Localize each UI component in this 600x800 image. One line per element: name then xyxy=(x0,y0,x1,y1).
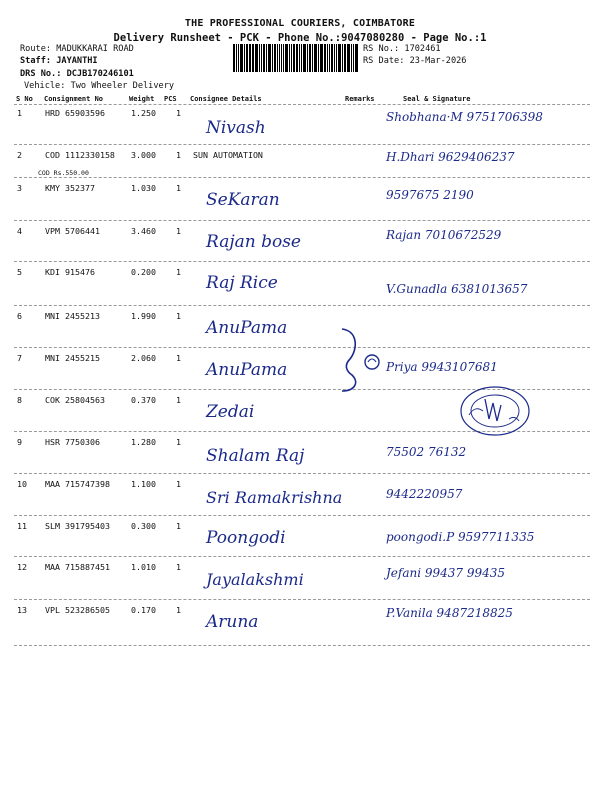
row-pcs: 1 xyxy=(176,395,181,405)
row-signature: 75502 76132 xyxy=(386,445,467,459)
barcode-bar xyxy=(289,44,290,72)
barcode-bar xyxy=(263,44,265,72)
barcode-bar xyxy=(353,44,354,72)
barcode-bar xyxy=(338,44,341,72)
barcode-bar xyxy=(255,44,258,72)
row-pcs: 1 xyxy=(176,479,181,489)
barcode-bar xyxy=(344,44,346,72)
barcode-bar xyxy=(252,44,254,72)
row-divider xyxy=(14,144,590,145)
row-sno: 11 xyxy=(17,521,27,531)
barcode-bar xyxy=(259,44,260,72)
row-consignment-no: VPM 5706441 xyxy=(45,226,100,236)
row-consignment-no: KMY 352377 xyxy=(45,183,95,193)
barcode-bar xyxy=(320,44,323,72)
row-handwritten-consignee: AnuPama xyxy=(206,318,288,338)
row-handwritten-consignee: Aruna xyxy=(206,612,259,632)
company-title: THE PROFESSIONAL COURIERS, COIMBATORE xyxy=(184,18,416,29)
header-divider xyxy=(14,104,590,105)
row-handwritten-consignee: Poongodi xyxy=(206,528,286,548)
row-divider xyxy=(14,556,590,557)
row-sno: 3 xyxy=(17,183,22,193)
bracket-mark xyxy=(336,325,386,395)
barcode-bar xyxy=(291,44,292,72)
barcode-bar xyxy=(324,44,326,72)
barcode-bar xyxy=(249,44,250,72)
barcode-bar xyxy=(272,44,273,72)
row-divider xyxy=(14,220,590,221)
row-signature: Rajan 7010672529 xyxy=(386,228,502,242)
barcode-bar xyxy=(355,44,358,72)
row-signature: Priya 9943107681 xyxy=(386,360,498,374)
row-weight: 1.280 xyxy=(131,437,156,447)
row-signature: 9442220957 xyxy=(386,487,463,501)
row-handwritten-consignee: Jayalakshmi xyxy=(206,570,304,589)
row-cod-amount: COD Rs.550.00 xyxy=(38,169,89,177)
row-consignment-no: HRD 65903596 xyxy=(45,108,105,118)
barcode-bar xyxy=(296,44,298,72)
row-handwritten-consignee: SeKaran xyxy=(206,190,280,210)
barcode-bar xyxy=(301,44,302,72)
row-weight: 3.000 xyxy=(131,150,156,160)
row-signature: P.Vanila 9487218825 xyxy=(386,606,513,620)
staff-label: Staff: JAYANTHI xyxy=(20,56,98,66)
row-handwritten-consignee: Rajan bose xyxy=(206,232,301,252)
barcode-bar xyxy=(268,44,271,72)
barcode-bar xyxy=(261,44,262,72)
route-label: Route: MADUKKARAI ROAD xyxy=(20,44,134,54)
row-weight: 2.060 xyxy=(131,353,156,363)
row-handwritten-consignee: Sri Ramakrishna xyxy=(206,488,343,507)
barcode-bar xyxy=(348,44,350,72)
row-signature: V.Gunadla 6381013657 xyxy=(386,282,528,296)
row-weight: 0.370 xyxy=(131,395,156,405)
row-weight: 0.300 xyxy=(131,521,156,531)
row-sno: 2 xyxy=(17,150,22,160)
row-consignment-no: HSR 7750306 xyxy=(45,437,100,447)
barcode-bar xyxy=(329,44,330,72)
row-sno: 5 xyxy=(17,267,22,277)
row-signature: Jefani 99437 99435 xyxy=(386,566,506,580)
row-weight: 0.200 xyxy=(131,267,156,277)
barcode-bar xyxy=(277,44,278,72)
row-consignment-no: COK 25804563 xyxy=(45,395,105,405)
barcode-bar xyxy=(240,44,243,72)
row-consignment-no: MAA 715747398 xyxy=(45,479,110,489)
row-signature: 9597675 2190 xyxy=(386,188,474,202)
row-consignment-no: VPL 523286505 xyxy=(45,605,110,615)
barcode-bar xyxy=(250,44,251,72)
runsheet-subtitle: Delivery Runsheet - PCK - Phone No.:9047080280 - Page No.:1 xyxy=(113,32,487,44)
barcode-bar xyxy=(303,44,306,72)
row-sno: 4 xyxy=(17,226,22,236)
barcode-bar xyxy=(312,44,313,72)
barcode-bar xyxy=(238,44,239,72)
row-weight: 1.010 xyxy=(131,562,156,572)
row-consignment-no: SLM 391795403 xyxy=(45,521,110,531)
barcode-bar xyxy=(274,44,276,72)
row-consignee-name: SUN AUTOMATION xyxy=(193,150,263,160)
row-divider xyxy=(14,599,590,600)
row-divider xyxy=(14,305,590,306)
row-sno: 8 xyxy=(17,395,22,405)
barcode-bar xyxy=(336,44,337,72)
barcode-bar xyxy=(233,44,235,72)
barcode-bar xyxy=(285,44,288,72)
row-sno: 12 xyxy=(17,562,27,572)
row-consignment-no: MNI 2455215 xyxy=(45,353,100,363)
company-seal-stamp xyxy=(455,385,533,437)
row-pcs: 1 xyxy=(176,562,181,572)
row-pcs: 1 xyxy=(176,311,181,321)
row-pcs: 1 xyxy=(176,108,181,118)
row-pcs: 1 xyxy=(176,267,181,277)
barcode-bar xyxy=(315,44,317,72)
barcode-bar xyxy=(347,44,348,72)
row-pcs: 1 xyxy=(176,353,181,363)
rs-date: RS Date: 23-Mar-2026 xyxy=(363,56,467,66)
row-pcs: 1 xyxy=(176,437,181,447)
row-consignment-no: MNI 2455213 xyxy=(45,311,100,321)
row-weight: 1.100 xyxy=(131,479,156,489)
col-consignment: Consignment No xyxy=(44,95,104,103)
col-seal-signature: Seal & Signature xyxy=(403,95,471,103)
row-signature: H.Dhari 9629406237 xyxy=(386,150,515,164)
row-handwritten-consignee: AnuPama xyxy=(206,360,288,380)
row-pcs: 1 xyxy=(176,521,181,531)
barcode-bar xyxy=(331,44,333,72)
barcode-bar xyxy=(246,44,248,72)
row-sno: 13 xyxy=(17,605,27,615)
barcode-bar xyxy=(281,44,283,72)
rs-number: RS No.: 1702461 xyxy=(363,44,441,54)
row-sno: 7 xyxy=(17,353,22,363)
row-sno: 6 xyxy=(17,311,22,321)
row-sno: 10 xyxy=(17,479,27,489)
row-weight: 3.460 xyxy=(131,226,156,236)
row-weight: 1.250 xyxy=(131,108,156,118)
row-weight: 1.990 xyxy=(131,311,156,321)
col-weight: Weight xyxy=(129,95,155,103)
row-divider xyxy=(14,261,590,262)
row-handwritten-consignee: Raj Rice xyxy=(206,273,278,293)
row-divider xyxy=(14,645,590,646)
barcode-bar xyxy=(283,44,284,72)
barcode-bar xyxy=(266,44,267,72)
barcode-bar xyxy=(236,44,237,72)
row-divider xyxy=(14,515,590,516)
barcode-bar xyxy=(342,44,343,72)
col-pcs: PCS xyxy=(164,95,177,103)
row-consignment-no: KDI 915476 xyxy=(45,267,95,277)
row-sno: 9 xyxy=(17,437,22,447)
barcode-bar xyxy=(314,44,315,72)
row-pcs: 1 xyxy=(176,183,181,193)
barcode-bar xyxy=(299,44,300,72)
row-pcs: 1 xyxy=(176,605,181,615)
row-divider xyxy=(14,177,590,178)
col-consignee: Consignee Details xyxy=(190,95,262,103)
col-sno: S No xyxy=(16,95,33,103)
barcode-bar xyxy=(244,44,245,72)
row-consignment-no: MAA 715887451 xyxy=(45,562,110,572)
barcode-bar xyxy=(318,44,319,72)
barcode xyxy=(233,44,359,72)
row-handwritten-consignee: Zedai xyxy=(206,402,255,422)
row-signature: Shobhana·M 9751706398 xyxy=(386,110,543,124)
row-divider xyxy=(14,473,590,474)
row-handwritten-consignee: Shalam Raj xyxy=(206,446,305,466)
row-weight: 1.030 xyxy=(131,183,156,193)
vehicle-label: Vehicle: Two Wheeler Delivery xyxy=(24,81,175,91)
barcode-bar xyxy=(327,44,328,72)
row-signature: poongodi.P 9597711335 xyxy=(386,530,535,544)
barcode-bar xyxy=(293,44,295,72)
row-consignment-no: COD 1112330158 xyxy=(45,150,115,160)
row-pcs: 1 xyxy=(176,150,181,160)
row-divider xyxy=(14,347,590,348)
row-pcs: 1 xyxy=(176,226,181,236)
row-sno: 1 xyxy=(17,108,22,118)
drs-number: DRS No.: DCJB170246101 xyxy=(20,69,134,79)
row-handwritten-consignee: Nivash xyxy=(206,118,266,138)
barcode-bar xyxy=(351,44,352,72)
barcode-bar xyxy=(309,44,311,72)
barcode-bar xyxy=(334,44,335,72)
barcode-bar xyxy=(307,44,308,72)
row-weight: 0.170 xyxy=(131,605,156,615)
col-remarks: Remarks xyxy=(345,95,375,103)
barcode-bar xyxy=(279,44,280,72)
